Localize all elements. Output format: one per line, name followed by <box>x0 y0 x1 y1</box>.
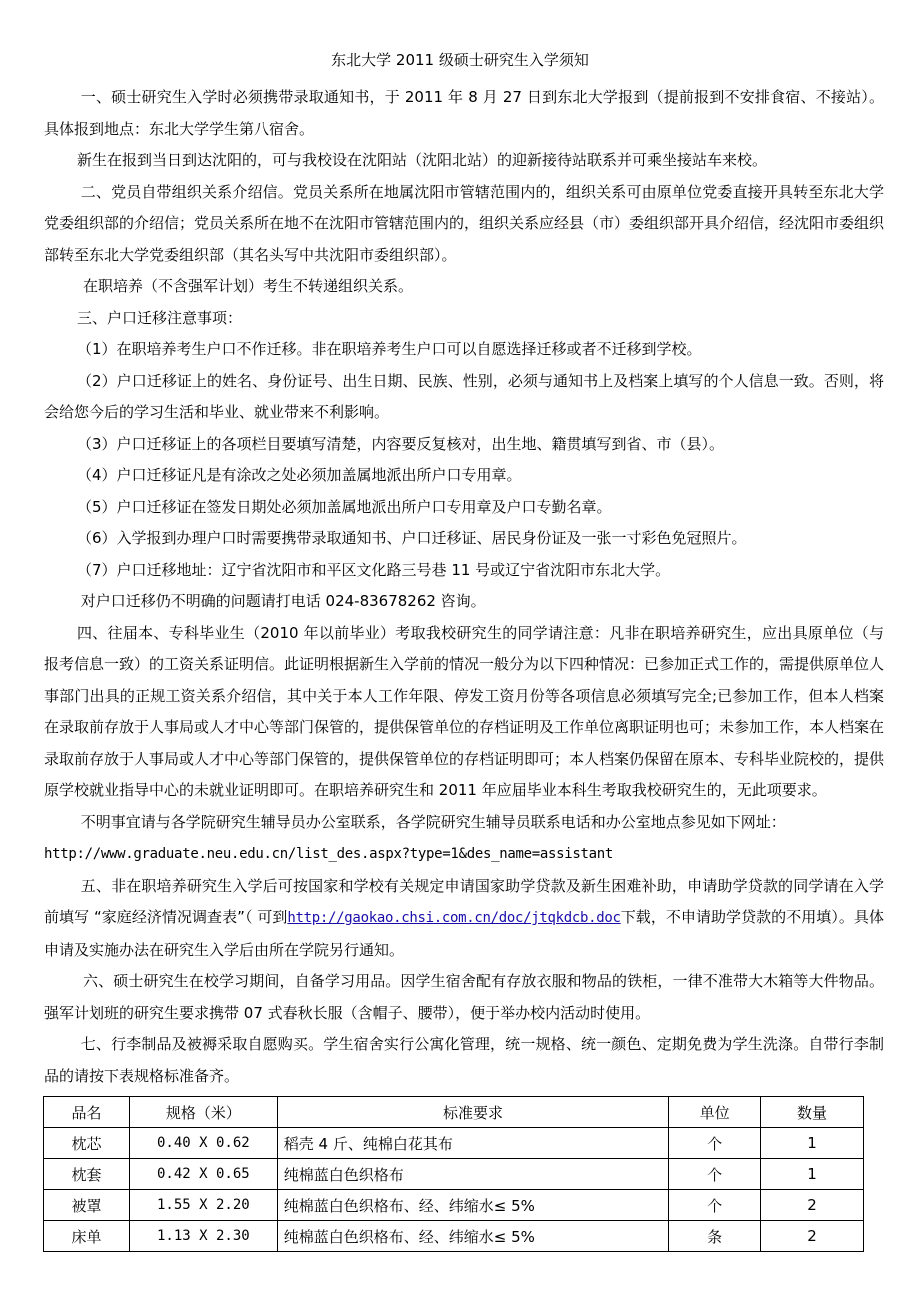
cell-size: 1.55 X 2.20 <box>129 1190 277 1221</box>
cell-quantity: 2 <box>761 1190 864 1221</box>
student-loan-text-a: 五、非在职培养研究生入学后可按国家和学校有关规定申请国家助学贷款及新生困难补助，申请助学贷款的同学请在入学前填写 “家庭经济情况调查表”（ 可到 <box>44 876 884 926</box>
table-row <box>44 1221 864 1252</box>
paragraph-registration: 一、硕士研究生入学时必须携带录取通知书，于 2011 年 8 月 27 日到东北大学报到（提前报到不安排食宿、不接站）。具体报到地点：东北大学学生第八宿舍。 <box>44 88 884 138</box>
paragraph-hukou-heading: 三、户口迁移注意事项： <box>77 308 243 327</box>
paragraph-hukou-2: （2）户口迁移证上的姓名、身份证号、出生日期、民族、性别，必须与通知书上及档案上填写的个人信息一致。否则，将会给您今后的学习生活和毕业、就业带来不利影响。 <box>44 371 884 421</box>
cell-unit: 个 <box>669 1159 761 1190</box>
paragraph-hukou-contact: 对户口迁移仍不明确的问题请打电话 024-83678262 咨询。 <box>80 592 486 610</box>
header-size: 规格（米） <box>129 1097 277 1128</box>
cell-standard: 纯棉蓝白色织格布、经、纬缩水≤ 5% <box>277 1221 668 1252</box>
loan-form-link[interactable]: http://gaokao.chsi.com.cn/doc/jtqkdcb.doc <box>287 910 621 926</box>
table-row <box>44 1128 864 1159</box>
paragraph-hukou-5: （5）户口迁移证在签发日期处必须加盖属地派出所户口专用章及户口专勤名章。 <box>77 497 612 516</box>
cell-standard: 纯棉蓝白色织格布、经、纬缩水≤ 5% <box>277 1190 668 1221</box>
student-loan-text-b: 下载，不申请助学贷款的不用填）。具体申请及实施办法在研究生入学后由所在学院另行通知。 <box>44 908 884 959</box>
cell-item-name: 枕芯 <box>44 1128 130 1159</box>
paragraph-bedding: 七、行李制品及被褥采取自愿购买。学生宿舍实行公寓化管理，统一规格、统一颜色、定期免费为学生洗涤。自带行李制品的请按下表规格标准备齐。 <box>44 1035 884 1085</box>
cell-standard: 稻壳 4 斤、纯棉白花其布 <box>277 1128 668 1159</box>
cell-size: 0.40 X 0.62 <box>129 1128 277 1159</box>
paragraph-hukou-3: （3）户口迁移证上的各项栏目要填写清楚，内容要反复核对，出生地、籍贯填写到省、市（县）。 <box>77 434 725 453</box>
table-row <box>44 1159 864 1190</box>
header-standard: 标准要求 <box>277 1097 668 1128</box>
paragraph-in-service-party: 在职培养（不含强军计划）考生不转递组织关系。 <box>83 277 414 295</box>
paragraph-hukou-7: （7）户口迁移地址：辽宁省沈阳市和平区文化路三号巷 11 号或辽宁省沈阳市东北大学。 <box>77 560 671 579</box>
paragraph-hukou-1: （1）在职培养考生户口不作迁移。非在职培养考生户口可以自愿选择迁移或者不迁移到学校。 <box>77 340 702 358</box>
cell-quantity: 1 <box>761 1128 864 1159</box>
cell-quantity: 1 <box>761 1159 864 1190</box>
cell-size: 0.42 X 0.65 <box>129 1159 277 1190</box>
cell-unit: 个 <box>669 1190 761 1221</box>
counselor-contact-text: 不明事宜请与各学院研究生辅导员办公室联系，各学院研究生辅导员联系电话和办公室地点参见如下网址： <box>80 812 786 831</box>
paragraph-student-loan <box>44 871 884 967</box>
paragraph-hukou-4: （4）户口迁移证凡是有涂改之处必须加盖属地派出所户口专用章。 <box>77 466 522 484</box>
paragraph-party-relation: 二、党员自带组织关系介绍信。党员关系所在地属沈阳市管辖范围内的，组织关系可由原单位党委直接开具转至东北大学党委组织部的介绍信；党员关系所在地不在沈阳市管辖范围内的，组织关系应经县（市）委组织部开具介绍信，经沈阳市委组织部转至东北大学党委组织部（其名头写中共沈阳市委组织部）。 <box>44 182 885 264</box>
paragraph-arrival: 新生在报到当日到达沈阳的，可与我校设在沈阳站（沈阳北站）的迎新接待站联系并可乘坐接站车来校。 <box>77 151 768 169</box>
cell-quantity: 2 <box>761 1221 864 1252</box>
cell-size: 1.13 X 2.30 <box>129 1221 277 1252</box>
cell-unit: 个 <box>669 1128 761 1159</box>
paragraph-previous-graduates: 四、往届本、专科毕业生（2010 年以前毕业）考取我校研究生的同学请注意：凡非在职培养研究生，应出具原单位（与报考信息一致）的工资关系证明信。此证明根据新生入学前的情况一般分为以下四种情况：已参加正式工作的，需提供原单位人事部门出具的正规工资关系介绍信，其中关于本人工作年限、停发工资月份等各项信息必须填写完全;已参加工作，但本人档案在录取前存放于人事局或人才中心等部门保管的，提供保管单位的存档证明及工作单位离职证明也可；未参加工作，本人档案在录取前存放于人事局或人才中心等部门保管的，提供保管单位的存档证明即可；本人档案仍保留在原本、专科毕业院校的，提供原学校就业指导中心的未就业证明即可。在职培养研究生和 2011 年应届毕业本科生考取我校研究生的，无此项要求。 <box>44 623 885 799</box>
counselor-url: http://www.graduate.neu.edu.cn/list_des.aspx?type=1&des_name=assistant <box>44 846 614 862</box>
cell-standard: 纯棉蓝白色织格布 <box>277 1159 668 1190</box>
paragraph-counselor-contact <box>44 807 884 871</box>
document-body <box>44 82 884 1092</box>
header-item-name: 品名 <box>44 1097 130 1128</box>
bedding-spec-table <box>43 1096 864 1252</box>
document-title: 东北大学 2011 级硕士研究生入学须知 <box>331 51 589 69</box>
cell-item-name: 枕套 <box>44 1159 130 1190</box>
header-unit: 单位 <box>669 1097 761 1128</box>
table-header-row <box>44 1097 864 1128</box>
cell-item-name: 被罩 <box>44 1190 130 1221</box>
header-quantity: 数量 <box>761 1097 864 1128</box>
cell-unit: 条 <box>669 1221 761 1252</box>
cell-item-name: 床单 <box>44 1221 130 1252</box>
paragraph-hukou-6: （6）入学报到办理户口时需要携带录取通知书、户口迁移证、居民身份证及一张一寸彩色免冠照片。 <box>77 529 747 547</box>
table-row <box>44 1190 864 1221</box>
paragraph-study-supplies: 六、硕士研究生在校学习期间，自备学习用品。因学生宿舍配有存放衣服和物品的铁柜，一律不准带大木箱等大件物品。强军计划班的研究生要求携带 07 式春秋长服（含帽子、腰带），便于举办校内活动时使用。 <box>44 972 884 1022</box>
